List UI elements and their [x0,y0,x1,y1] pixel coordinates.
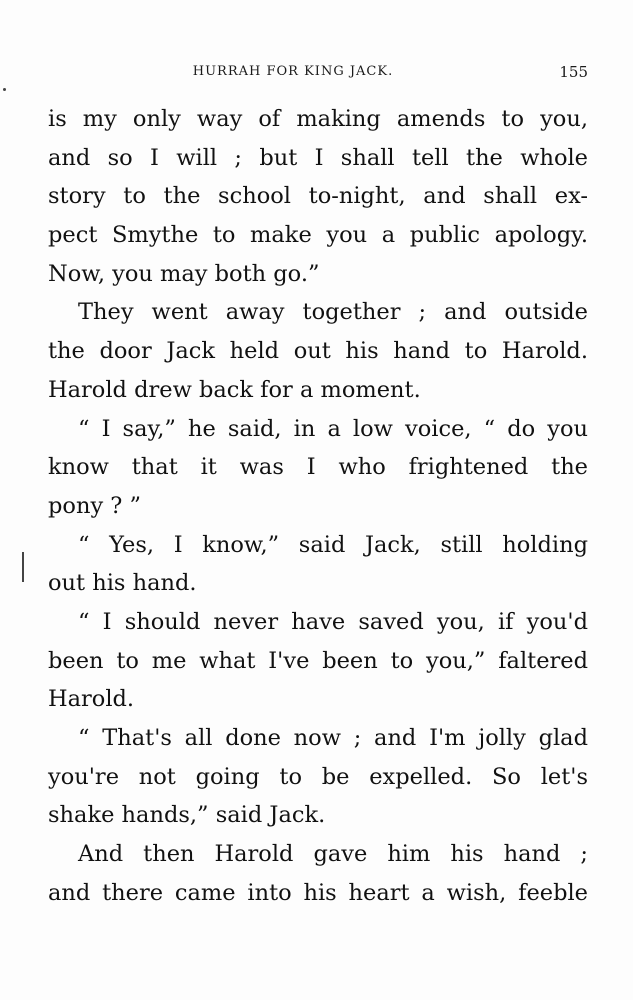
running-head [48,60,588,84]
text-line: story to the school to-night, and shall ex- [48,183,588,210]
text-line: Harold drew back for a moment. [48,376,421,403]
text-line: you're not going to be expelled. So let's [48,763,588,790]
text-line: Harold. [48,686,135,713]
text-line: and there came into his heart a wish, feeble [48,879,588,906]
text-line: “ Yes, I know,” said Jack, still holding [78,531,588,558]
text-line: And then Harold gave him his hand ; [78,841,588,868]
margin-mark [22,552,24,582]
text-line: “ I should never have saved you, if you'd [78,608,588,635]
text-line: know that it was I who frightened the [48,454,588,481]
text-line: been to me what I've been to you,” faltered [48,647,588,674]
text-line: shake hands,” said Jack. [48,802,326,829]
text-line: pect Smythe to make you a public apology. [48,222,588,249]
text-line: “ That's all done now ; and I'm jolly glad [78,725,588,751]
running-title: HURRAH FOR KING JACK. [192,64,394,79]
text-line: Now, you may both go.” [48,260,320,287]
page-number: 155 [559,63,588,81]
text-line: and so I will ; but I shall tell the whole [48,144,588,171]
text-line: “ I say,” he said, in a low voice, “ do you [78,415,588,442]
text-line: pony ? ” [48,492,142,519]
text-line: They went away together ; and outside [78,299,588,326]
text-line: is my only way of making amends to you, [48,106,588,132]
body-text [48,100,588,912]
speck-mark [3,88,6,91]
text-line: the door Jack held out his hand to Harold. [48,338,588,365]
text-line: out his hand. [48,570,197,597]
